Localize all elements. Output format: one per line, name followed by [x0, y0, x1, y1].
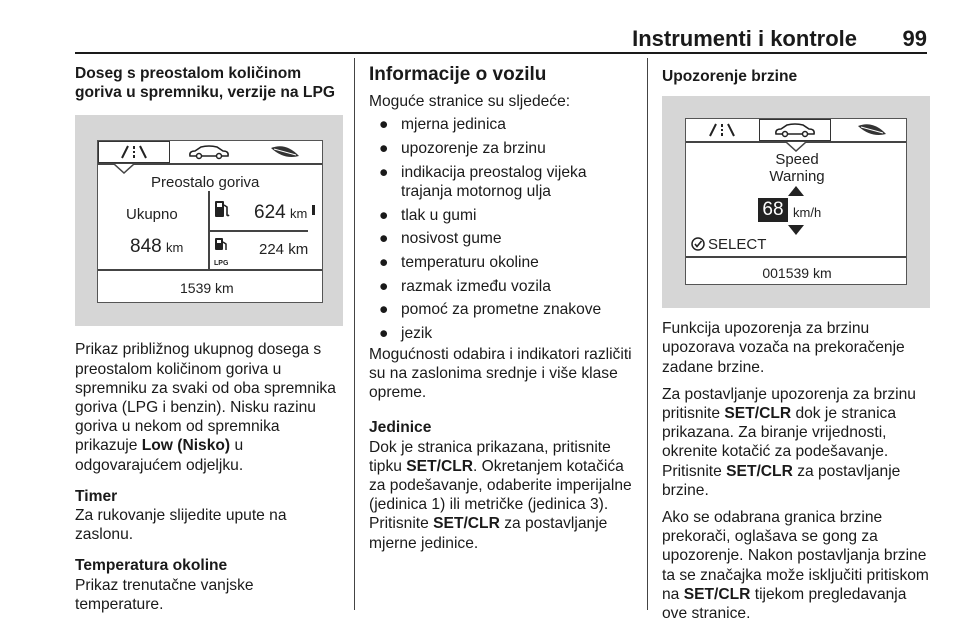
- section-heading: Informacije o vozilu: [369, 64, 547, 85]
- list-item: ● tlak u gumi: [379, 206, 477, 224]
- fuel-pump-icon: [214, 199, 230, 219]
- lpg-pump-icon: [214, 237, 230, 253]
- column-middle: [369, 64, 635, 553]
- gauge-marker: [312, 205, 315, 215]
- section-heading: Upozorenje brzine: [662, 68, 798, 85]
- list-item: ● mjerna jedinica: [379, 116, 506, 134]
- section-heading: Timer: [75, 487, 118, 505]
- total-label: Ukupno: [126, 206, 178, 224]
- lpg-tag: LPG: [214, 260, 229, 268]
- column-right: [662, 64, 930, 623]
- petrol-range: 624 km: [254, 202, 308, 224]
- paragraph: Prikaz trenutačne vanjske temperature.: [75, 576, 254, 613]
- display-screen: [97, 140, 323, 303]
- paragraph: Za rukovanje slijedite upute na zaslonu.: [75, 507, 287, 544]
- speed-unit: km/h: [793, 205, 822, 221]
- list-item: ● jezik: [379, 325, 433, 343]
- section-heading: Doseg s preostalom količinom goriva u spremniku, verzije na LPG: [75, 65, 335, 102]
- fuel-range-figure: [75, 115, 343, 326]
- page-number: 99: [902, 26, 927, 51]
- list-item: ● upozorenje za brzinu: [379, 139, 546, 157]
- list-item: ● razmak između vozila: [379, 277, 551, 295]
- paragraph: Moguće stranice su sljedeće:: [369, 93, 571, 110]
- paragraph: Ako se odabrana granica brzine prekorači, oglašava se gong za upozorenje. Nakon postavljanja brzine ta se značajka može isključiti pritiskom na SET/CLR tijekom pregledavanja ove stranice.: [662, 509, 929, 623]
- select-label: SELECT: [708, 236, 767, 254]
- speed-limit-value: 68: [758, 198, 788, 222]
- bullet-list: [369, 115, 635, 343]
- list-item: ● pomoć za prometne znakove: [379, 301, 602, 319]
- car-icon: [759, 119, 831, 141]
- display-screen: [685, 118, 907, 285]
- list-item: ● nosivost gume: [379, 230, 502, 248]
- fuel-title: Preostalo goriva: [151, 174, 260, 192]
- paragraph: Mogućnosti odabira i indikatori različiti su na zaslonima srednje i više klase opreme.: [369, 345, 632, 402]
- column-divider: [354, 58, 355, 610]
- lpg-range: 224 km: [259, 241, 309, 259]
- display-tab-bar: [98, 141, 322, 163]
- eco-leaf-icon: [840, 119, 904, 141]
- list-item: ● indikacija preostalog vijeka trajanja motornog ulja: [379, 163, 587, 200]
- odometer: 001539 km: [762, 265, 832, 282]
- header-rule: [75, 52, 927, 54]
- display-divider: [208, 230, 308, 232]
- page-header: [75, 26, 927, 54]
- up-arrow-icon: [788, 186, 804, 196]
- display-divider: [686, 256, 906, 258]
- check-circle-icon: [691, 237, 705, 251]
- total-range: 848 km: [130, 236, 184, 258]
- display-divider: [98, 269, 322, 271]
- road-icon: [692, 119, 752, 141]
- page-title: Instrumenti i kontrole: [632, 26, 857, 51]
- speed-label: Speed: [775, 151, 819, 169]
- road-icon: [98, 141, 170, 163]
- car-icon: [178, 141, 240, 163]
- display-tab-bar: [686, 119, 906, 141]
- down-arrow-icon: [788, 225, 804, 235]
- eco-leaf-icon: [250, 141, 320, 163]
- section-heading: Temperatura okoline: [75, 557, 228, 575]
- odometer: 1539 km: [180, 280, 234, 297]
- column-divider: [647, 58, 648, 610]
- paragraph: Prikaz približnog ukupnog dosega s preostalom količinom goriva u spremniku za svaki od oba spremnika goriva (LPG i benzin). Nisku razinu goriva u nekom od spremnika prikazuje Low (Nisko) u odgovarajućem odjeljku.: [75, 341, 336, 474]
- section-heading: Jedinice: [369, 419, 432, 437]
- paragraph: Za postavljanje upozorenja za brzinu pritisnite SET/CLR dok je stranica prikazana. Za biranje vrijednosti, okrenite kotačić za podešavanje. Pritisnite SET/CLR za postavljanje brzine.: [662, 385, 916, 499]
- paragraph: Funkcija upozorenja za brzinu upozorava vozača na prekoračenje zadane brzine.: [662, 320, 905, 376]
- paragraph: Dok je stranica prikazana, pritisnite tipku SET/CLR. Okretanjem kotačića za podešavanje, odaberite imperijalne (jedinica 1) ili metričke (jedinica 3). Pritisnite SET/CLR za postavljanje mjerne jedinice.: [369, 438, 632, 552]
- list-item: ● temperaturu okoline: [379, 253, 539, 271]
- warning-label: Warning: [769, 168, 825, 186]
- column-left: [75, 64, 343, 614]
- tab-pointer: [114, 164, 134, 174]
- speed-warning-figure: [662, 96, 930, 308]
